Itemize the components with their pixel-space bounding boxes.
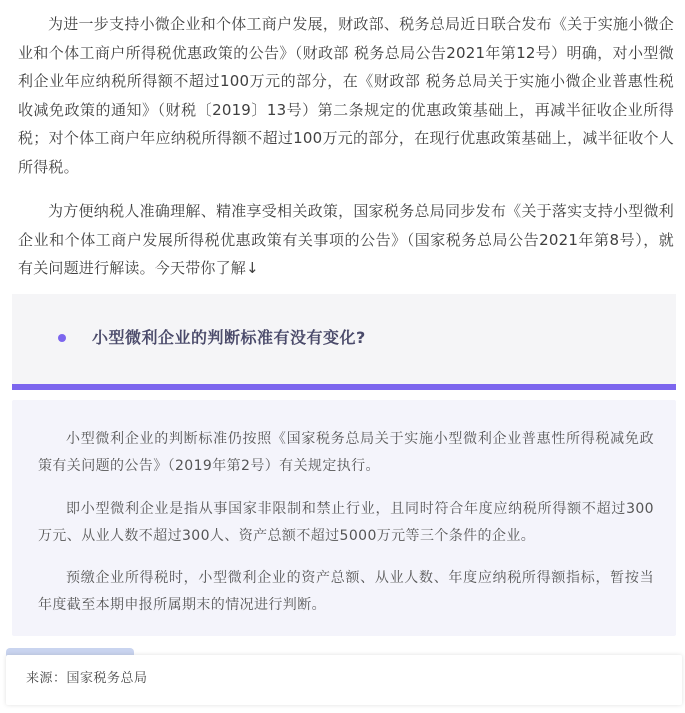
section-content-box: [12, 400, 676, 636]
content-paragraph-3: 预缴企业所得税时，小型微利企业的资产总额、从业人数、年度应纳税所得额指标，暂按当年度截至本期申报所属期末的情况进行判断。: [38, 570, 654, 613]
section-header: [12, 294, 676, 390]
content-paragraph-1: 小型微利企业的判断标准仍按照《国家税务总局关于实施小型微利企业普惠性所得税减免政策有关问题的公告》（2019年第2号）有关规定执行。: [38, 431, 654, 474]
section-title: 小型微利企业的判断标准有没有变化?: [92, 328, 366, 347]
intro-paragraph-1: 为进一步支持小微企业和个体工商户发展，财政部、税务总局近日联合发布《关于实施小微企业和个体工商户所得税优惠政策的公告》（财政部 税务总局公告2021年第12号）明确，对小型微利企业年应纳税所得额不超过100万元的部分，在《财政部 税务总局关于实施小微企业普惠性税收减免政策的通知》（财税〔2019〕13号）第二条规定的优惠政策基础上，再减半征收企业所得税；对个体工商户年应纳税所得额不超过100万元的部分，在现行优惠政策基础上，减半征收个人所得税。: [18, 15, 674, 176]
intro-paragraph-2: 为方便纳税人准确理解、精准享受相关政策，国家税务总局同步发布《关于落实支持小型微利企业和个体工商户发展所得税优惠政策有关事项的公告》（国家税务总局公告2021年第8号），就有关问题进行解读。今天带你了解↓: [18, 202, 674, 277]
source-box: [6, 655, 682, 705]
content-paragraph-2: 即小型微利企业是指从事国家非限制和禁止行业，且同时符合年度应纳税所得额不超过300万元、从业人数不超过300人、资产总额不超过5000万元等三个条件的企业。: [38, 501, 654, 544]
bullet-dot-icon: [58, 334, 66, 342]
source-label: 来源：国家税务总局: [26, 671, 148, 686]
section-divider-bar: [12, 384, 676, 390]
